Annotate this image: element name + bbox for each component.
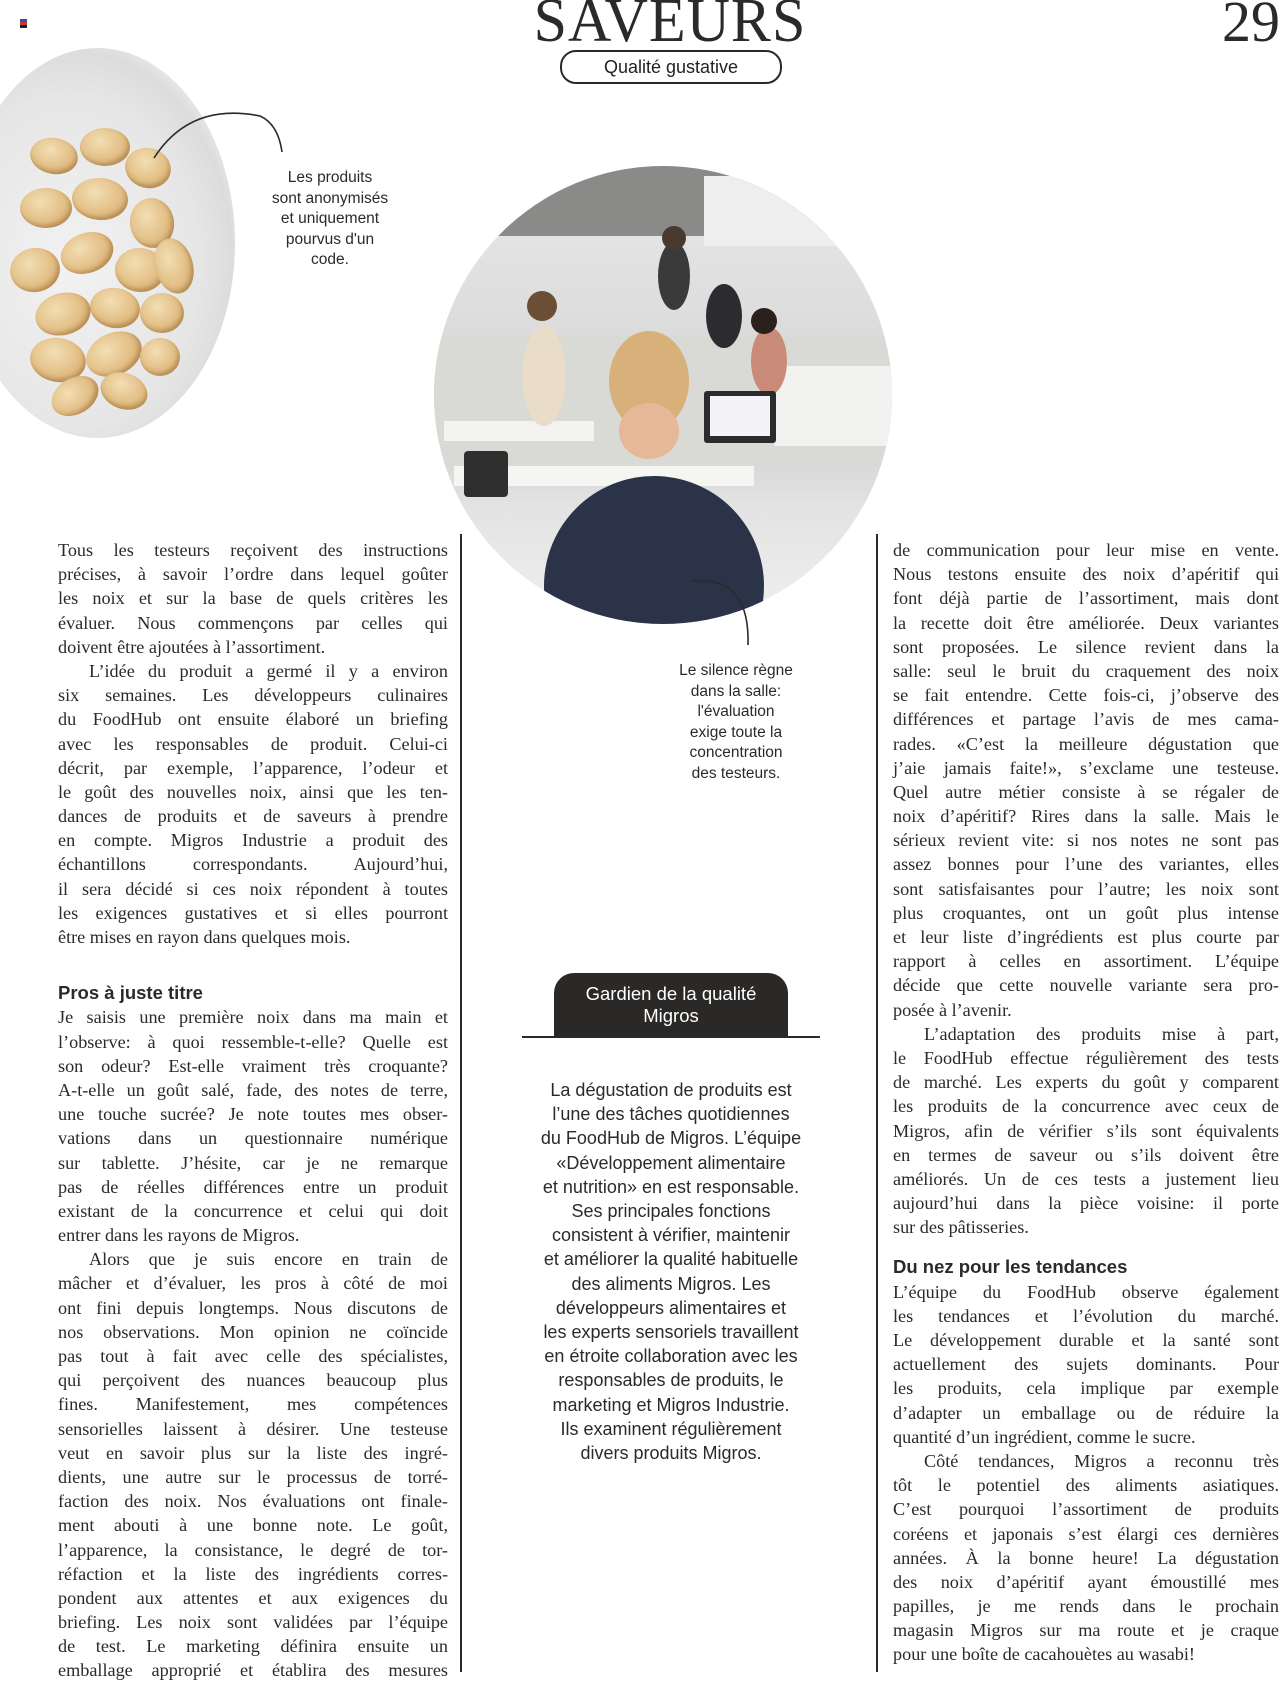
paragraph: [893, 538, 1279, 1022]
text-line: décide que cette nouvelle variante sera pro-: [893, 975, 1279, 996]
text-line: pour une boîte de cacahouètes au wasabi!: [893, 1644, 1195, 1665]
text-line: d’adapter un emballage ou de réduire la: [893, 1402, 1279, 1423]
peanut: [80, 128, 130, 166]
text-line: Le développement durable et la santé sont: [893, 1330, 1279, 1351]
peanut: [27, 134, 81, 178]
text-line: salle: seul le bruit du craquement des noix: [893, 660, 1279, 681]
sidebar-box-title: [554, 973, 788, 1037]
text-line: posée à l’avenir.: [893, 999, 1012, 1020]
text-line: papilles, je me rends dans le prochain: [893, 1596, 1279, 1617]
text-line: échantillons correspondants. Aujourd’hui,: [58, 854, 448, 875]
text-line: sont satisfaisantes pour l’autre; les noix sont: [893, 878, 1279, 899]
text-line: Nous testons ensuite des noix d’apéritif qui: [893, 564, 1279, 585]
subheading: Du nez pour les tendances: [893, 1256, 1128, 1278]
text-line: ment abouti à une bonne note. Le goût,: [58, 1515, 448, 1536]
sidebar-box-title-line: Gardien de la qualité: [585, 983, 757, 1004]
text-line: l’apparence, la consistance, le degré de tor-: [58, 1539, 448, 1560]
text-line: du FoodHub ont ensuite élaboré un briefing: [58, 709, 448, 730]
text-line: emballage approprié et établira des mesures: [58, 1660, 448, 1681]
text-line: les noix et sur la base de quels critères les: [58, 588, 448, 609]
sidebar-box-line: et nutrition» en est responsable.: [542, 1176, 800, 1197]
text-line: des noix d’apéritif ayant émoustillé mes: [893, 1571, 1279, 1592]
sidebar-box-line: marketing et Migros Industrie.: [552, 1394, 790, 1415]
column-divider: [460, 534, 462, 1672]
text-line: et leur liste d’ingrédients est plus courte par: [893, 927, 1279, 947]
caption-line: concentration: [689, 744, 783, 761]
text-line: le goût des nouvelles noix, ainsi que les ten-: [58, 781, 448, 802]
text-line: six semaines. Les développeurs culinaires: [58, 685, 448, 706]
sidebar-box-title-line: Migros: [643, 1005, 699, 1026]
caption-pointer-arc: [690, 575, 760, 650]
text-line: Alors que je suis encore en train de: [89, 1249, 448, 1270]
peanut: [20, 188, 72, 228]
text-line: une touche sucrée? Je note toutes mes obser-: [58, 1104, 448, 1125]
text-line: nos observations. Mon opinion ne coïncide: [58, 1321, 448, 1342]
caption-line: exige toute la: [689, 723, 783, 741]
peanut: [71, 176, 130, 222]
text-line: tôt le potentiel des aliments asiatiques.: [893, 1475, 1279, 1496]
sidebar-box-line: en étroite collaboration avec les: [544, 1346, 798, 1367]
text-line: la recette doit être améliorée. Deux variantes: [893, 612, 1279, 633]
sidebar-box-body: [515, 1078, 827, 1465]
text-line: entrer dans les rayons de Migros.: [58, 1225, 300, 1246]
text-line: de marché. Les experts du goût y comparent: [893, 1072, 1279, 1093]
caption-anonymised-products: [235, 168, 425, 271]
caption-line: Les produits: [287, 169, 373, 186]
text-line: quantité d’un ingrédient, comme le sucre.: [893, 1426, 1196, 1447]
text-line: magasin Migros sur ma route et je craque: [893, 1620, 1279, 1641]
subheading: Pros à juste titre: [58, 982, 203, 1004]
text-line: pas tout à fait avec celle des spécialistes,: [58, 1346, 448, 1367]
text-line: L’adaptation des produits mise à part,: [924, 1023, 1279, 1044]
paragraph: [58, 659, 448, 949]
sidebar-box-line: La dégustation de produits est: [550, 1080, 792, 1100]
caption-line: sont anonymisés: [271, 189, 389, 207]
text-line: ont fini depuis longtemps. Nous discutons de: [58, 1297, 448, 1318]
tasting-room-photo: [434, 166, 892, 624]
peanut: [55, 225, 119, 281]
text-line: en termes de saveur ou s’ils doivent être: [893, 1144, 1279, 1165]
text-line: plus croquantes, ont un goût plus intense: [893, 902, 1279, 923]
text-line: doivent être ajoutées à l’assortiment.: [58, 636, 326, 657]
bowl-of-peanuts-photo: [0, 48, 235, 438]
text-line: sur des pâtisseries.: [893, 1217, 1029, 1238]
column-divider: [876, 534, 878, 1672]
text-line: il sera décidé si ces noix répondent à toutes: [58, 878, 448, 899]
text-line: faction des noix. Nos évaluations ont finale-: [58, 1491, 448, 1512]
caption-line: code.: [311, 251, 349, 268]
sidebar-box-line: développeurs alimentaires et: [555, 1297, 787, 1318]
sidebar-box-line: l’une des tâches quotidiennes: [552, 1104, 790, 1125]
text-line: mâcher et d’évaluer, les pros à côté de moi: [58, 1273, 448, 1294]
text-line: Quel autre métier consiste à se régaler de: [893, 781, 1279, 802]
text-line: l’observe: à quoi ressemble-t-elle? Quelle est: [58, 1031, 448, 1052]
text-line: j’aie jamais faite!», s’exclame une testeuse.: [893, 757, 1279, 778]
text-line: briefing. Les noix sont validées par l’équipe: [58, 1612, 448, 1633]
sidebar-box-line: «Développement alimentaire: [556, 1152, 786, 1173]
text-line: années. À la bonne heure! La dégustation: [893, 1547, 1279, 1568]
text-line: C’est pourquoi l’assortiment de produits: [893, 1499, 1279, 1520]
text-line: évaluer. Nous commençons par celles qui: [58, 612, 448, 633]
paragraph: [58, 1005, 448, 1247]
text-line: les produits de la concurrence avec ceux de: [893, 1096, 1279, 1117]
text-line: sont proposées. Le silence revient dans la: [893, 636, 1279, 657]
text-line: améliorés. Un de ces tests a justement lieu: [893, 1168, 1279, 1189]
text-line: réfaction et la liste des ingrédients corres-: [58, 1563, 448, 1584]
text-line: le FoodHub effectue régulièrement des tests: [893, 1047, 1279, 1068]
text-line: Côté tendances, Migros a reconnu très: [924, 1450, 1279, 1471]
text-line: rades. «C’est la meilleure dégustation que: [893, 733, 1279, 754]
paragraph: [893, 1449, 1279, 1667]
text-line: veut en savoir plus sur la liste des ingré-: [58, 1442, 448, 1463]
caption-line: et uniquement: [280, 210, 380, 227]
peanut: [140, 338, 180, 376]
text-line: précises, à savoir l’ordre dans lequel goûter: [58, 564, 448, 585]
sidebar-box-line: Ils examinent régulièrement: [560, 1418, 782, 1439]
text-line: noix d’apéritif? Rires dans la salle. Mais le: [893, 806, 1279, 827]
sidebar-box-line: Ses principales fonctions: [571, 1201, 771, 1222]
article-column-right: [893, 538, 1279, 1667]
text-line: vations dans un questionnaire numérique: [58, 1128, 448, 1149]
paragraph: [58, 1247, 448, 1682]
text-line: sur tablette. J’hésite, car je ne remarque: [58, 1152, 448, 1173]
caption-line: l'évaluation: [697, 703, 775, 720]
text-line: de communication pour leur mise en vente.: [893, 540, 1279, 560]
paragraph: [893, 1280, 1279, 1449]
text-line: L’équipe du FoodHub observe également: [893, 1281, 1279, 1302]
text-line: dances de produits et de saveurs à prendre: [58, 806, 448, 827]
sidebar-box-line: des aliments Migros. Les: [571, 1273, 771, 1294]
paragraph: [893, 1022, 1279, 1240]
text-line: Migros, afin de vérifier s’ils sont équivalents: [893, 1120, 1279, 1141]
peanut: [140, 293, 184, 333]
text-line: font déjà partie de l’assortiment, mais dont: [893, 588, 1279, 609]
caption-silence: [641, 661, 831, 784]
text-line: existant de la concurrence et celui qui doit: [58, 1200, 448, 1221]
article-column-left: [58, 538, 448, 1683]
sidebar-box-line: et améliorer la qualité habituelle: [543, 1249, 799, 1270]
page-number: 29: [1222, 0, 1280, 54]
rubric-pill: Qualité gustative: [560, 50, 782, 84]
text-line: sérieux revient vite: si nos notes ne sont pas: [893, 830, 1279, 851]
text-line: son odeur? Est-elle vraiment très croquante?: [58, 1055, 448, 1076]
text-line: dients, une autre sur le processus de torré-: [58, 1466, 448, 1487]
paragraph: [58, 538, 448, 659]
text-line: pondent aux attentes et aux exigences du: [58, 1587, 448, 1608]
text-line: se fait entendre. Cette fois-ci, j’observe des: [893, 685, 1279, 706]
text-line: les produits, cela implique par exemple: [893, 1378, 1279, 1399]
text-line: les tendances et l’évolution du marché.: [893, 1305, 1279, 1326]
sidebar-box-line: du FoodHub de Migros. L’équipe: [540, 1128, 802, 1149]
caption-line: dans la salle:: [690, 682, 782, 700]
peanut: [7, 244, 64, 296]
peanut: [31, 286, 96, 341]
text-line: avec les responsables de produit. Celui-ci: [58, 733, 448, 754]
text-line: de test. Le marketing définira ensuite un: [58, 1636, 448, 1657]
caption-line: des testeurs.: [691, 764, 781, 782]
text-line: A-t-elle un goût salé, fade, des notes de terre,: [58, 1079, 448, 1100]
text-line: décrit, par exemple, l’apparence, l’odeur et: [58, 757, 448, 778]
sidebar-box-line: divers produits Migros.: [580, 1443, 762, 1464]
sidebar-box-line: responsables de produits, le: [558, 1370, 784, 1391]
caption-pointer-arc: [150, 112, 290, 162]
text-line: les exigences gustatives et si elles pourront: [58, 902, 448, 923]
text-line: pas de réelles différences entre un produit: [58, 1176, 448, 1197]
text-line: actuellement des sujets dominants. Pour: [893, 1354, 1279, 1375]
caption-line: Le silence règne: [679, 662, 793, 679]
text-line: aujourd’hui dans la pièce voisine: il porte: [893, 1193, 1279, 1214]
text-line: Tous les testeurs reçoivent des instructions: [58, 540, 448, 560]
text-line: Je saisis une première noix dans ma main et: [58, 1007, 448, 1028]
text-line: fines. Manifestement, mes compétences: [58, 1394, 448, 1415]
text-line: différences et partage l’avis de mes cama-: [893, 709, 1279, 730]
text-line: coréens et japonais s’est élargi ces dernières: [893, 1523, 1279, 1544]
sidebar-box-line: les experts sensoriels travaillent: [543, 1322, 799, 1343]
section-title: SAVEURS: [533, 0, 807, 55]
text-line: être mises en rayon dans quelques mois.: [58, 927, 351, 947]
text-line: assez bonnes pour l’une des variantes, elles: [893, 854, 1279, 875]
caption-line: pourvus d'un: [285, 230, 375, 248]
sidebar-box-rule: [522, 1036, 820, 1038]
text-line: L’idée du produit a germé il y a environ: [89, 660, 448, 681]
text-line: qui perçoivent des nuances beaucoup plus: [58, 1370, 448, 1391]
text-line: sensorielles laissent à désirer. Une testeuse: [58, 1418, 448, 1439]
text-line: en compte. Migros Industrie a produit des: [58, 830, 448, 851]
text-line: rapport à celles en assortiment. L’équipe: [893, 951, 1279, 972]
sidebar-box-line: consistent à vérifier, maintenir: [551, 1225, 791, 1246]
